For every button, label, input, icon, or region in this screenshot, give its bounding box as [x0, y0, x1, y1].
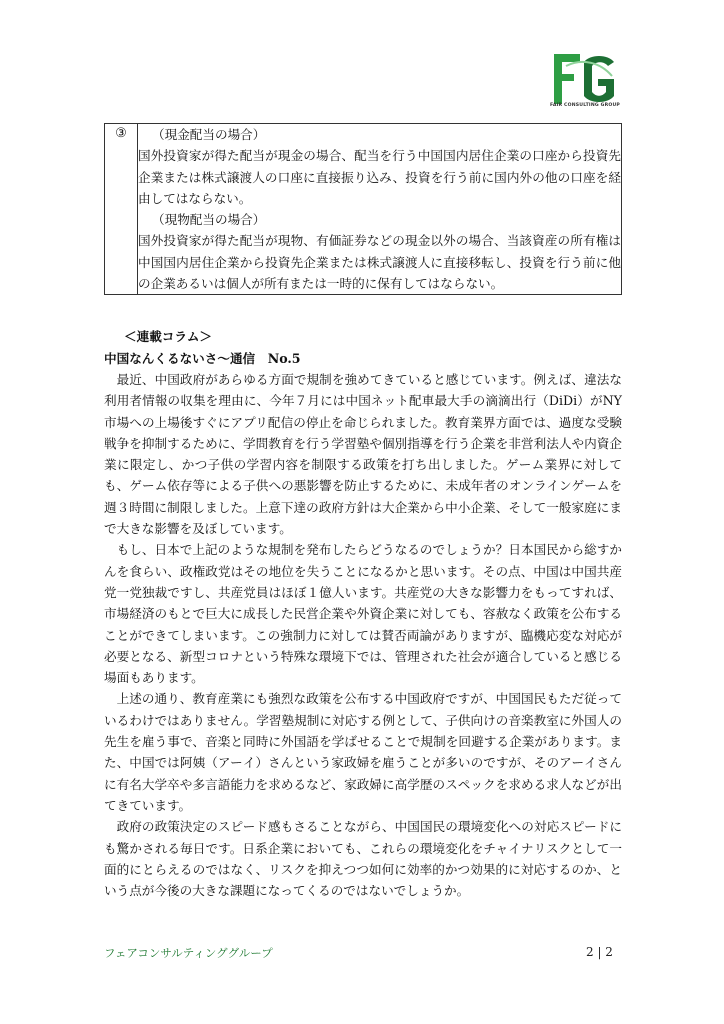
- cash-dividend-heading: （現金配当の場合）: [152, 127, 266, 142]
- notes-body: [138, 124, 622, 295]
- column-paragraph: 上述の通り、教育産業にも強烈な政策を公布する中国政府ですが、中国国民もただ従っているわけではありません。学習塾規制に対応する例として、子供向けの音楽教室に外国人の先生を雇う事で、音楽と同時に外国語を学ばせることで規制を回避する企業があります。また、中国では阿姨（アーイ）さんという家政婦を雇うことが多いのですが、そのアーイさんに有名大学卒や多言語能力を求めるなど、家政婦に高学歴のスペックを求める求人などが出てきています。: [104, 691, 623, 813]
- column-paragraph: もし、日本で上記のような規制を発布したらどうなるのでしょうか？日本国民から総すかんを食らい、政権政党はその地位を失うことになるかと思います。その点、中国は中国共産党一党独裁ですし、共産党員はほぼ１億人います。共産党の大きな影響力をもってすれば、市場経済のもとで巨大に成長した民営企業や外資企業に対しても、容赦なく政策を公布することができてしまいます。この強制力に対しては賛否両論がありますが、臨機応変な対応が必要となる、新型コロナという特殊な環境下では、管理された社会が適合していると感じる場面もあります。: [104, 542, 622, 686]
- page-number: 2 | 2: [586, 945, 613, 959]
- column-heading: 中国なんくるないさ～通信 No.5: [104, 351, 301, 366]
- logo-caption: FAIR CONSULTING GROUP: [550, 103, 620, 108]
- column-article: [104, 369, 622, 901]
- in-kind-dividend-text: 国外投資家が得た配当が現物、有価証券などの現金以外の場合、当該資産の所有権は中国国内居住企業から投資先企業または株式譲渡人に直接移転し、投資を行う前に他の企業あるいは個人が所有または一時的に保有してはならない。: [138, 233, 622, 292]
- column-section-title: ＜連載コラム＞: [124, 329, 213, 344]
- item-number: ③: [105, 124, 138, 295]
- fcg-logo-icon: [552, 52, 618, 110]
- column-paragraph: 政府の政策決定のスピード感もさることながら、中国国民の環境変化への対応スピードにも驚かされる毎日です。日系企業においても、これらの環境変化をチャイナリスクとして一面的にとらえるのではなく、リスクを抑えつつ如何に効率的かつ効果的に対応するのか、という点が今後の大きな課題になってくるのではないでしょうか。: [104, 819, 622, 899]
- column-paragraph: 最近、中国政府があらゆる方面で規制を強めてきていると感じています。例えば、違法な利用者情報の収集を理由に、今年７月には中国ネット配車最大手の滴滴出行（DiDi）がNY市場への上場後すぐにアプリ配信の停止を命じられました。教育業界方面では、過度な受験戦争を抑制するために、学問教育を行う学習塾や個別指導を行う企業を非営利法人や内資企業に限定し、かつ子供の学習内容を制限する政策を打ち出しました。ゲーム業界に対しても、ゲーム依存等による子供への悪影響を防止するために、未成年者のオンラインゲームを週３時間に制限しました。上意下達の政府方針は大企業から中小企業、そして一般家庭にまで大きな影響を及ぼしています。: [104, 372, 622, 537]
- in-kind-dividend-heading: （現物配当の場合）: [152, 212, 266, 228]
- cash-dividend-text: 国外投資家が得た配当が現金の場合、配当を行う中国国内居住企業の口座から投資先企業または株式譲渡人の口座に直接振り込み、投資を行う前に国内外の他の口座を経由してはならない。: [138, 148, 622, 206]
- notes-table: [104, 123, 622, 295]
- footer-company: フェアコンサルティンググループ: [104, 946, 273, 960]
